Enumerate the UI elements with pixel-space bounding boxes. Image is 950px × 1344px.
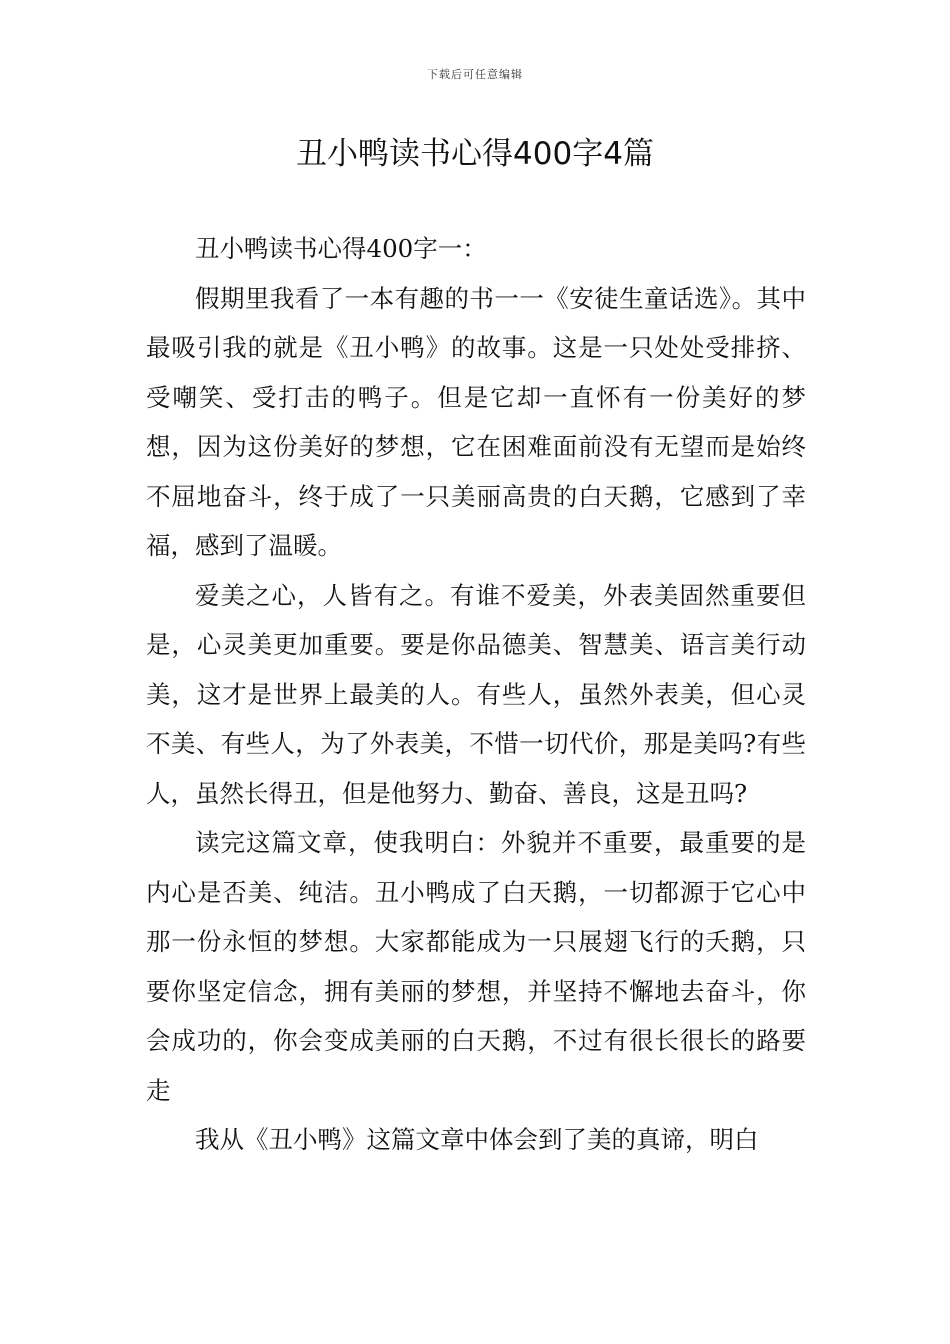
document-title: 丑小鸭读书心得400字4篇 xyxy=(296,136,654,172)
header-note: 下载后可任意编辑 xyxy=(427,68,523,81)
section-heading: 丑小鸭读书心得400字一： xyxy=(195,234,487,263)
paragraph: 爱美之心，人皆有之。有谁不爱美，外表美固然重要但是，心灵美更加重要。要是你品德美、智慧美、语言美行动美，这才是世界上最美的人。有些人，虽然外表美，但心灵不美、有些人，为了外表美，不惜一切代价，那是美吗?有些人，虽然长得丑，但是他努力、勤奋、善良，这是丑吗? xyxy=(146,580,806,808)
paragraph: 假期里我看了一本有趣的书一一《安徒生童话选》。其中最吸引我的就是《丑小鸭》的故事。这是一只处处受排挤、受嘲笑、受打击的鸭子。但是它却一直怀有一份美好的梦想，因为这份美好的梦想，它在困难面前没有无望而是始终不屈地奋斗，终于成了一只美丽高贵的白天鹅，它感到了幸福，感到了温暖。 xyxy=(146,283,806,560)
paragraph: 我从《丑小鸭》这篇文章中体会到了美的真谛，明白 xyxy=(195,1125,759,1154)
document-body xyxy=(146,224,806,1165)
paragraph: 读完这篇文章，使我明白：外貌并不重要，最重要的是内心是否美、纯洁。丑小鸭成了白天鹅，一切都源于它心中那一份永恒的梦想。大家都能成为一只展翅飞行的夭鹅，只要你坚定信念，拥有美丽的梦想，并坚持不懈地去奋斗，你会成功的，你会变成美丽的白天鹅，不过有很长很长的路要走 xyxy=(146,828,806,1105)
